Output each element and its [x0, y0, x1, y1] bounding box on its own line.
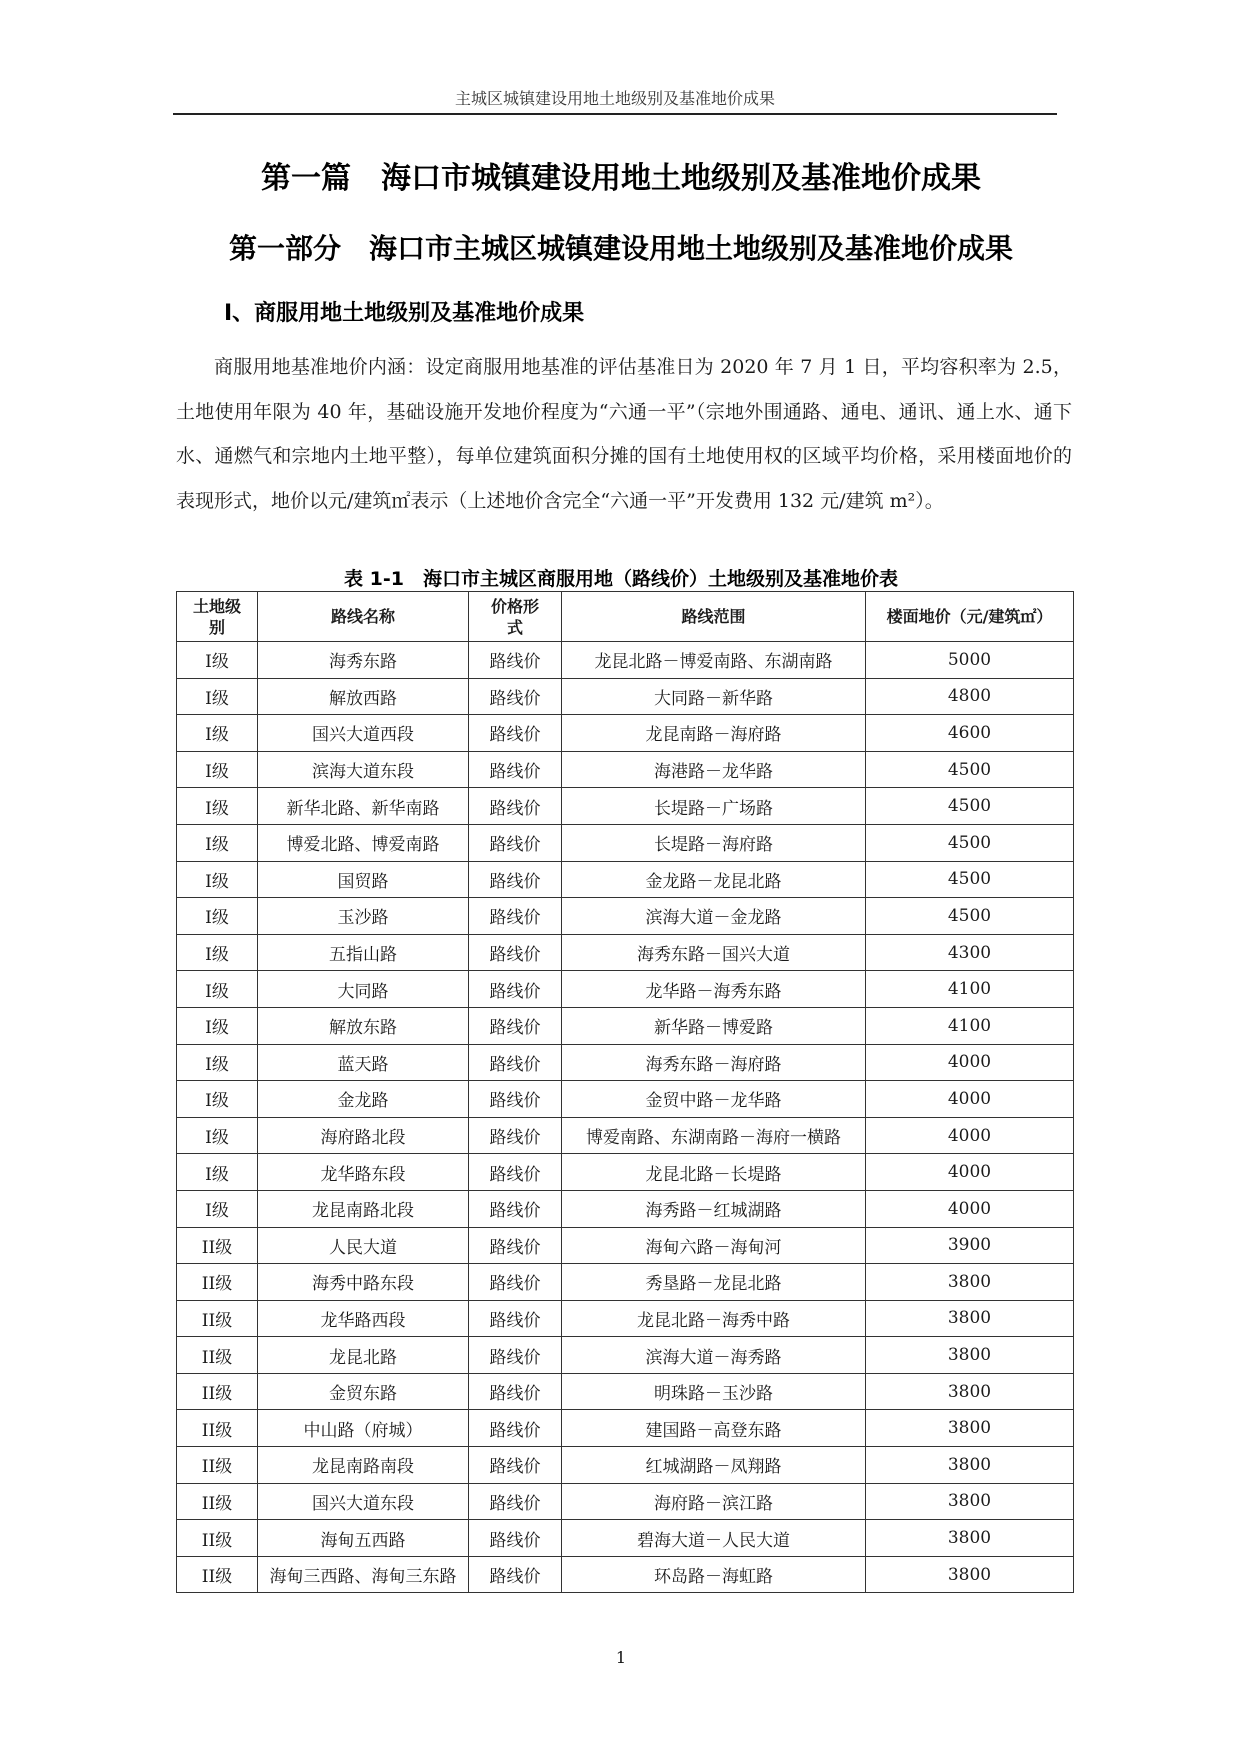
cell-level: II级 — [177, 1264, 258, 1301]
cell-level: II级 — [177, 1410, 258, 1447]
cell-price: 3800 — [866, 1520, 1074, 1557]
cell-road: 五指山路 — [258, 934, 469, 971]
cell-range: 金龙路－龙昆北路 — [562, 861, 866, 898]
cell-range: 海秀东路－国兴大道 — [562, 934, 866, 971]
cell-price: 3800 — [866, 1447, 1074, 1484]
cell-range: 明珠路－玉沙路 — [562, 1373, 866, 1410]
header-range: 路线范围 — [562, 592, 866, 642]
cell-range: 龙华路－海秀东路 — [562, 971, 866, 1008]
cell-level: II级 — [177, 1337, 258, 1374]
table-row — [177, 678, 1074, 715]
cell-level: I级 — [177, 824, 258, 861]
cell-road: 海甸三西路、海甸三东路 — [258, 1556, 469, 1593]
table-row — [177, 861, 1074, 898]
cell-price-form: 路线价 — [469, 1081, 562, 1118]
cell-price: 4000 — [866, 1044, 1074, 1081]
cell-range: 龙昆北路－博爱南路、东湖南路 — [562, 642, 866, 679]
table-row — [177, 642, 1074, 679]
cell-price: 3900 — [866, 1227, 1074, 1264]
table-row — [177, 1373, 1074, 1410]
cell-level: II级 — [177, 1227, 258, 1264]
cell-price-form: 路线价 — [469, 1227, 562, 1264]
cell-level: I级 — [177, 1081, 258, 1118]
cell-range: 长堤路－广场路 — [562, 788, 866, 825]
cell-price-form: 路线价 — [469, 1154, 562, 1191]
cell-price: 5000 — [866, 642, 1074, 679]
table-row — [177, 824, 1074, 861]
cell-price: 4500 — [866, 861, 1074, 898]
cell-price-form: 路线价 — [469, 788, 562, 825]
table-row — [177, 898, 1074, 935]
table-caption: 表 1-1 海口市主城区商服用地（路线价）土地级别及基准地价表 — [344, 568, 898, 590]
cell-road: 玉沙路 — [258, 898, 469, 935]
cell-price-form: 路线价 — [469, 1300, 562, 1337]
cell-level: I级 — [177, 1190, 258, 1227]
intro-paragraph: 商服用地基准地价内涵：设定商服用地基准的评估基准日为 2020 年 7 月 1 日，平均容积率为 2.5，土地使用年限为 40 年，基础设施开发地价程度为“六通一平”（宗地外围通路、通电、通讯、通上水、通下水、通燃气和宗地内土地平整），每单位建筑面积分摊的国有土地使用权的区域平均价格，采用楼面地价的表现形式，地价以元/建筑㎡表示（上述地价含完全“六通一平”开发费用 132 元/建筑 m²）。 — [176, 356, 1072, 512]
cell-price: 4100 — [866, 971, 1074, 1008]
cell-price-form: 路线价 — [469, 751, 562, 788]
cell-price: 3800 — [866, 1410, 1074, 1447]
cell-road: 人民大道 — [258, 1227, 469, 1264]
land-price-table — [176, 591, 1074, 1593]
table-row — [177, 971, 1074, 1008]
header-level: 土地级别 — [177, 592, 258, 642]
cell-range: 秀垦路－龙昆北路 — [562, 1264, 866, 1301]
cell-road: 金贸东路 — [258, 1373, 469, 1410]
cell-range: 滨海大道－海秀路 — [562, 1337, 866, 1374]
cell-price: 4500 — [866, 788, 1074, 825]
cell-price-form: 路线价 — [469, 934, 562, 971]
section-heading: 第一部分 海口市主城区城镇建设用地土地级别及基准地价成果 — [228, 232, 1013, 265]
cell-level: I级 — [177, 751, 258, 788]
cell-level: II级 — [177, 1373, 258, 1410]
cell-price: 4100 — [866, 1007, 1074, 1044]
cell-price-form: 路线价 — [469, 1483, 562, 1520]
cell-level: I级 — [177, 788, 258, 825]
cell-level: I级 — [177, 1007, 258, 1044]
cell-level: I级 — [177, 898, 258, 935]
cell-road: 龙华路西段 — [258, 1300, 469, 1337]
table-row — [177, 1007, 1074, 1044]
cell-range: 长堤路－海府路 — [562, 824, 866, 861]
cell-road: 国兴大道东段 — [258, 1483, 469, 1520]
cell-price: 3800 — [866, 1337, 1074, 1374]
header-price-form: 价格形式 — [469, 592, 562, 642]
cell-price: 3800 — [866, 1556, 1074, 1593]
cell-price: 4000 — [866, 1154, 1074, 1191]
cell-price-form: 路线价 — [469, 971, 562, 1008]
table-row — [177, 1044, 1074, 1081]
cell-road: 滨海大道东段 — [258, 751, 469, 788]
header-road: 路线名称 — [258, 592, 469, 642]
cell-road: 国兴大道西段 — [258, 715, 469, 752]
cell-range: 金贸中路－龙华路 — [562, 1081, 866, 1118]
cell-level: II级 — [177, 1483, 258, 1520]
cell-range: 大同路－新华路 — [562, 678, 866, 715]
cell-price-form: 路线价 — [469, 1447, 562, 1484]
cell-level: I级 — [177, 971, 258, 1008]
table-row — [177, 1081, 1074, 1118]
cell-price-form: 路线价 — [469, 824, 562, 861]
cell-range: 海甸六路－海甸河 — [562, 1227, 866, 1264]
table-body — [177, 642, 1074, 1593]
cell-road: 新华北路、新华南路 — [258, 788, 469, 825]
cell-range: 环岛路－海虹路 — [562, 1556, 866, 1593]
table-row — [177, 751, 1074, 788]
cell-price-form: 路线价 — [469, 861, 562, 898]
table-row — [177, 1483, 1074, 1520]
cell-level: I级 — [177, 1117, 258, 1154]
cell-price-form: 路线价 — [469, 1556, 562, 1593]
subsection-heading: I、商服用地土地级别及基准地价成果 — [224, 301, 585, 326]
cell-range: 海秀东路－海府路 — [562, 1044, 866, 1081]
cell-price-form: 路线价 — [469, 1117, 562, 1154]
cell-level: I级 — [177, 678, 258, 715]
cell-price: 4000 — [866, 1117, 1074, 1154]
table-row — [177, 1410, 1074, 1447]
running-header: 主城区城镇建设用地土地级别及基准地价成果 — [454, 89, 775, 108]
cell-road: 金龙路 — [258, 1081, 469, 1118]
cell-range: 海秀路－红城湖路 — [562, 1190, 866, 1227]
cell-road: 海秀东路 — [258, 642, 469, 679]
cell-price: 4500 — [866, 898, 1074, 935]
cell-road: 海秀中路东段 — [258, 1264, 469, 1301]
cell-level: I级 — [177, 1154, 258, 1191]
cell-range: 龙昆北路－长堤路 — [562, 1154, 866, 1191]
cell-range: 龙昆南路－海府路 — [562, 715, 866, 752]
cell-road: 龙昆北路 — [258, 1337, 469, 1374]
table-row — [177, 1300, 1074, 1337]
cell-road: 博爱北路、博爱南路 — [258, 824, 469, 861]
cell-road: 龙昆南路北段 — [258, 1190, 469, 1227]
table-row — [177, 1154, 1074, 1191]
cell-road: 解放西路 — [258, 678, 469, 715]
cell-road: 大同路 — [258, 971, 469, 1008]
table-row — [177, 1264, 1074, 1301]
table-row — [177, 1556, 1074, 1593]
cell-price-form: 路线价 — [469, 1410, 562, 1447]
cell-price-form: 路线价 — [469, 898, 562, 935]
cell-range: 海港路－龙华路 — [562, 751, 866, 788]
table-row — [177, 1520, 1074, 1557]
table-row — [177, 1227, 1074, 1264]
cell-road: 龙华路东段 — [258, 1154, 469, 1191]
table-row — [177, 934, 1074, 971]
cell-price-form: 路线价 — [469, 715, 562, 752]
cell-price: 3800 — [866, 1264, 1074, 1301]
cell-price: 4000 — [866, 1081, 1074, 1118]
cell-price: 3800 — [866, 1300, 1074, 1337]
cell-level: I级 — [177, 715, 258, 752]
cell-range: 龙昆北路－海秀中路 — [562, 1300, 866, 1337]
cell-price-form: 路线价 — [469, 1520, 562, 1557]
cell-road: 龙昆南路南段 — [258, 1447, 469, 1484]
page-number: 1 — [615, 1648, 627, 1667]
header-price: 楼面地价（元/建筑㎡） — [866, 592, 1074, 642]
cell-price-form: 路线价 — [469, 1337, 562, 1374]
cell-price-form: 路线价 — [469, 1007, 562, 1044]
cell-level: I级 — [177, 642, 258, 679]
cell-range: 建国路－高登东路 — [562, 1410, 866, 1447]
cell-price: 4500 — [866, 824, 1074, 861]
table-row — [177, 1447, 1074, 1484]
cell-level: II级 — [177, 1556, 258, 1593]
cell-price: 3800 — [866, 1483, 1074, 1520]
cell-price-form: 路线价 — [469, 1044, 562, 1081]
cell-road: 蓝天路 — [258, 1044, 469, 1081]
cell-price-form: 路线价 — [469, 1373, 562, 1410]
table-row — [177, 1117, 1074, 1154]
cell-price: 4500 — [866, 751, 1074, 788]
table-header-row — [177, 592, 1074, 642]
cell-range: 新华路－博爱路 — [562, 1007, 866, 1044]
table-row — [177, 788, 1074, 825]
cell-road: 中山路（府城） — [258, 1410, 469, 1447]
cell-level: I级 — [177, 861, 258, 898]
cell-range: 博爱南路、东湖南路－海府一横路 — [562, 1117, 866, 1154]
cell-price: 4800 — [866, 678, 1074, 715]
cell-price: 4000 — [866, 1190, 1074, 1227]
cell-range: 红城湖路－凤翔路 — [562, 1447, 866, 1484]
cell-level: II级 — [177, 1447, 258, 1484]
cell-price: 3800 — [866, 1373, 1074, 1410]
cell-price-form: 路线价 — [469, 642, 562, 679]
cell-price-form: 路线价 — [469, 1264, 562, 1301]
cell-level: I级 — [177, 934, 258, 971]
cell-price-form: 路线价 — [469, 1190, 562, 1227]
table-row — [177, 715, 1074, 752]
cell-level: I级 — [177, 1044, 258, 1081]
table-row — [177, 1190, 1074, 1227]
cell-road: 国贸路 — [258, 861, 469, 898]
cell-level: II级 — [177, 1520, 258, 1557]
part-heading: 第一篇 海口市城镇建设用地土地级别及基准地价成果 — [261, 161, 981, 196]
cell-road: 海甸五西路 — [258, 1520, 469, 1557]
cell-price-form: 路线价 — [469, 678, 562, 715]
cell-price: 4300 — [866, 934, 1074, 971]
cell-range: 碧海大道－人民大道 — [562, 1520, 866, 1557]
header-rule — [173, 113, 1057, 115]
table-row — [177, 1337, 1074, 1374]
cell-road: 海府路北段 — [258, 1117, 469, 1154]
cell-price: 4600 — [866, 715, 1074, 752]
cell-range: 滨海大道－金龙路 — [562, 898, 866, 935]
cell-road: 解放东路 — [258, 1007, 469, 1044]
cell-range: 海府路－滨江路 — [562, 1483, 866, 1520]
cell-level: II级 — [177, 1300, 258, 1337]
